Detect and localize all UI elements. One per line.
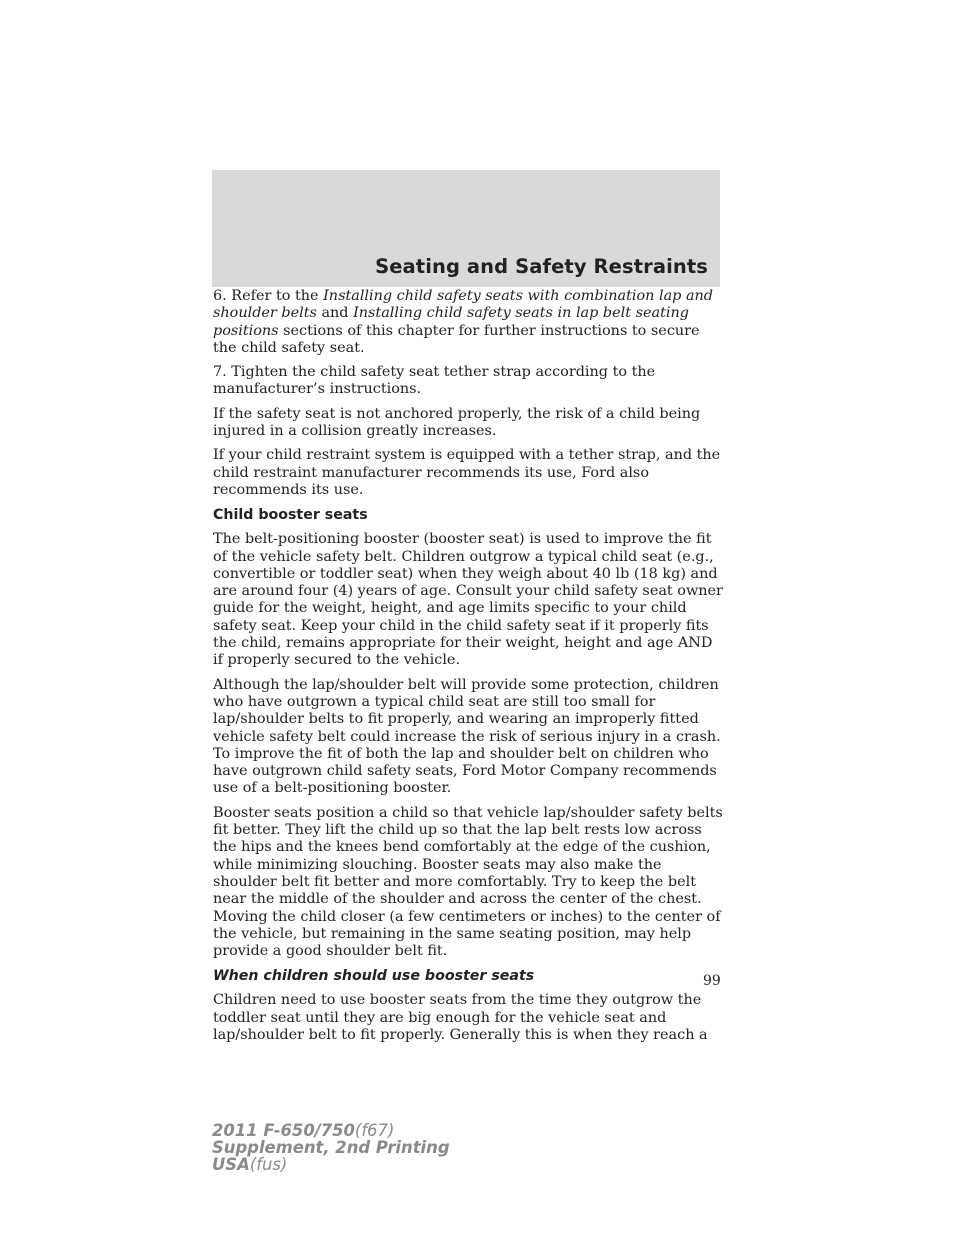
footer-model: 2011 F-650/750 <box>212 1121 355 1140</box>
step-6-paragraph <box>213 288 725 357</box>
section-title: Seating and Safety Restraints <box>375 255 708 278</box>
section-ref-combination-belts: Installing child safety seats with combination lap and shoulder belts <box>213 288 714 322</box>
step-6-text: 6. Refer to the <box>213 288 324 304</box>
step-6-conjunction: and <box>316 305 354 322</box>
footer-line-1 <box>212 1122 450 1139</box>
footer-line-3 <box>212 1156 450 1173</box>
tether-paragraph: If your child restraint system is equipped with a tether strap, and the child restraint manufacturer recommends its use, Ford also recommends its use. <box>213 447 721 498</box>
lap-shoulder-paragraph: Although the lap/shoulder belt will provide some protection, children who have outgrown a typical child seat are still too small for lap/shoulder belts to fit properly, and wearing an improperly fitted vehicle safety belt could increase the risk of serious injury in a crash. To improve the fit of both the lap and shoulder belt on children who have outgrown child safety seats, Ford Motor Company recommends use of a belt-positioning booster. <box>213 676 721 797</box>
booster-position-paragraph: Booster seats position a child so that vehicle lap/shoulder safety belts fit better. They lift the child up so that the lap belt rests low across the hips and the knees bend comfortably at the edge of the cushion, while minimizing slouching. Booster seats may also make the shoulder belt fit better and more comfortably. Try to keep the belt near the middle of the shoulder and across the center of the chest. Moving the child closer (a few centimeters or inches) to the center of the vehicle, but remaining in the same seating position, may help provide a good shoulder belt fit. <box>213 804 723 960</box>
section-header-band <box>212 170 720 287</box>
footer-line-2: Supplement, 2nd Printing <box>212 1138 450 1158</box>
when-booster-heading: When children should use booster seats <box>213 968 535 985</box>
step-6-tail: sections of this chapter for further instructions to secure the child safety seat. <box>213 322 700 356</box>
booster-seats-heading: Child booster seats <box>213 507 368 524</box>
when-booster-paragraph: Children need to use booster seats from the time they outgrow the toddler seat until they are big enough for the vehicle seat and lap/shoulder belt to fit properly. Generally this is when they reach a <box>213 992 708 1043</box>
page-content <box>213 288 725 1051</box>
section-ref-lap-belt: Installing child safety seats in lap belt seating positions <box>213 305 689 339</box>
footer-market: USA <box>212 1155 250 1175</box>
anchor-warning-paragraph: If the safety seat is not anchored properly, the risk of a child being injured in a collision greatly increases. <box>213 405 701 440</box>
page-number: 99 <box>703 973 721 989</box>
footer-print-info <box>212 1122 450 1174</box>
booster-intro-paragraph: The belt-positioning booster (booster seat) is used to improve the fit of the vehicle safety belt. Children outgrow a typical child seat (e.g., convertible or toddler seat) when they weigh about 40 lb (18 kg) and are around four (4) years of age. Consult your child safety seat owner guide for the weight, height, and age limits specific to your child safety seat. Keep your child in the child safety seat if it properly fits the child, remains appropriate for their weight, height and age AND if properly secured to the vehicle. <box>213 531 723 669</box>
footer-model-code: (f67) <box>354 1121 395 1140</box>
step-7-paragraph: 7. Tighten the child safety seat tether strap according to the manufacturer’s instructions. <box>213 364 656 398</box>
footer-market-code: (fus) <box>249 1155 288 1175</box>
